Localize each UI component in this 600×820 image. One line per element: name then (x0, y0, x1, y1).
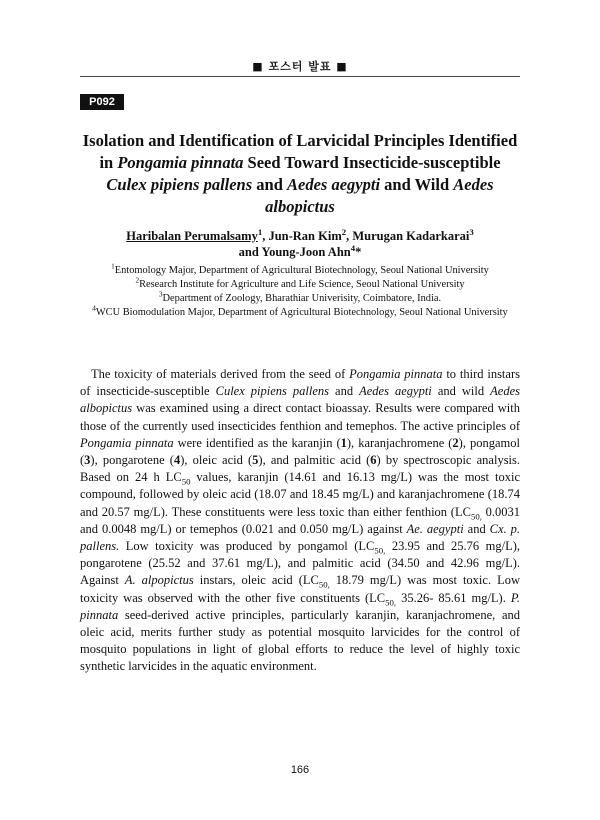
compound-number: 2 (452, 435, 459, 450)
abstract-text: ), pongamol ( (80, 435, 520, 468)
subscript: 50 (181, 476, 191, 487)
author-name: Haribalan Perumalsamy (126, 229, 258, 243)
compound-number: 1 (340, 435, 347, 450)
title-italic: Aedes aegypti (287, 175, 381, 194)
author-name: and Young-Joon Ahn (238, 245, 351, 259)
author-separator: , (346, 229, 353, 243)
affiliation (80, 306, 520, 320)
title-part: and Wild (380, 175, 454, 194)
paper-title (80, 130, 520, 218)
compound-number: 6 (370, 453, 377, 468)
abstract-text: The toxicity of materials derived from the seed of (91, 367, 350, 381)
species-name: P. pinnata (80, 590, 520, 622)
subscript: 50, (374, 545, 386, 556)
abstract-text: ), karanjachromene ( (346, 435, 453, 450)
author-separator: , (262, 229, 269, 243)
abstract-text: and (463, 521, 490, 536)
subscript: 50, (385, 597, 397, 608)
affiliation-sup: 3 (158, 290, 163, 299)
title-italic: Pongamia pinnata (117, 153, 244, 172)
affiliation-sup: 2 (135, 276, 140, 285)
compound-number: 3 (84, 453, 91, 468)
subscript: 50, (318, 579, 330, 590)
affiliation (80, 278, 520, 292)
author-name: Jun-Ran Kim (268, 229, 342, 243)
abstract-text: 0.0031 and 0.0048 mg/L) or temephos (0.021 and 0.050 mg/L) against (80, 504, 520, 536)
poster-code-badge: P092 (80, 94, 124, 110)
author-list (80, 228, 520, 260)
affiliation (80, 292, 520, 306)
affiliation-text: Entomology Major, Department of Agricultural Biotechnology, Seoul National University (114, 265, 489, 276)
header-divider (80, 76, 520, 77)
affiliation-text: WCU Biomodulation Major, Department of Agricultural Biotechnology, Seoul National University (95, 307, 508, 318)
author-affil-sup: 4 (350, 242, 356, 253)
species-name: Culex pipiens pallens (215, 384, 330, 399)
author-affil-sup: 1 (257, 226, 263, 237)
title-part: Isolation and Identification of Larvicidal Principles Identified in (82, 131, 518, 172)
affiliation-sup: 4 (92, 304, 96, 313)
affiliation (80, 264, 520, 278)
abstract-text: ) by spectroscopic analysis. Based on 24 h LC (80, 453, 521, 485)
species-name: Cx. p. pallens. (80, 521, 520, 554)
abstract-paragraph (80, 366, 520, 676)
abstract-text: ), pongarotene ( (90, 453, 174, 468)
abstract-text: 18.79 mg/L) was most toxic. Low toxicity was observed with the other five constituents (LC (80, 573, 520, 605)
abstract-text: ), and palmitic acid ( (258, 453, 371, 468)
section-header: ■ 포스터 발표 ■ (252, 60, 348, 73)
affiliation-text: Research Institute for Agriculture and Life Science, Seoul National University (139, 279, 465, 290)
species-name: Aedes aegypti (359, 384, 432, 399)
abstract-text: Low toxicity was produced by pongamol (LC (119, 539, 375, 554)
abstract-text: 35.26- 85.61 mg/L). (396, 590, 511, 605)
species-name: Ae. aegypti (406, 521, 464, 536)
author-name: Murugan Kadarkarai (352, 229, 470, 243)
affiliation-list (80, 264, 520, 320)
title-part: Seed Toward Insecticide-susceptible (243, 153, 501, 172)
author-affil-sup: 2 (341, 226, 347, 237)
abstract-text: and (329, 384, 360, 399)
species-name: Pongamia pinnata (80, 435, 174, 450)
subscript: 50, (470, 511, 482, 522)
species-name: Aedes albopictus (80, 384, 520, 416)
affiliation-text: Department of Zoology, Bharathiar Univerisity, Coimbatore, India. (162, 293, 442, 304)
abstract-text: 23.95 and 25.76 mg/L), pongarotene (25.52 and 37.61 mg/L), and palmitic acid (34.50 and 42.96 mg/L). Against (80, 539, 520, 588)
title-italic: Culex pipiens pallens (106, 175, 253, 194)
abstract-text: were identified as the karanjin ( (173, 435, 341, 450)
abstract-text: values, karanjin (14.61 and 16.13 mg/L) was the most toxic compound, followed by oleic acid (18.07 and 18.45 mg/L) and karanjachromene (18.74 and 20.57 mg/L). These constituents were less toxic than either fenthion (LC (80, 470, 520, 519)
author-affil-sup: 3 (469, 226, 474, 237)
species-name: Pongamia pinnata (349, 367, 443, 381)
abstract-text: seed-derived active principles, particularly karanjin, karanjachromene, and oleic acid, merits further study as potential mosquito larvicides for the control of mosquito populations in light of global efforts to reduce the level of highly toxic synthetic larvicides in the aquatic environment. (80, 607, 520, 674)
title-italic: Aedes albopictus (265, 175, 494, 216)
page-number: 166 (290, 764, 310, 776)
species-name: A. alpopictus (124, 573, 194, 588)
abstract-text: and wild (431, 384, 491, 399)
title-part: and (252, 175, 288, 194)
abstract-text: instars, oleic acid (LC (193, 573, 319, 588)
compound-number: 5 (252, 453, 259, 468)
corresponding-author-mark: * (355, 245, 362, 259)
abstract-text: was examined using a direct contact bioassay. Results were compared with those of the currently used insecticides fenthion and temephos. The active principles of (80, 401, 520, 433)
abstract-text: to third instars of insecticide-susceptible (80, 367, 520, 399)
affiliation-sup: 1 (111, 262, 115, 271)
abstract-text: ), oleic acid ( (180, 453, 253, 468)
compound-number: 4 (173, 453, 181, 468)
